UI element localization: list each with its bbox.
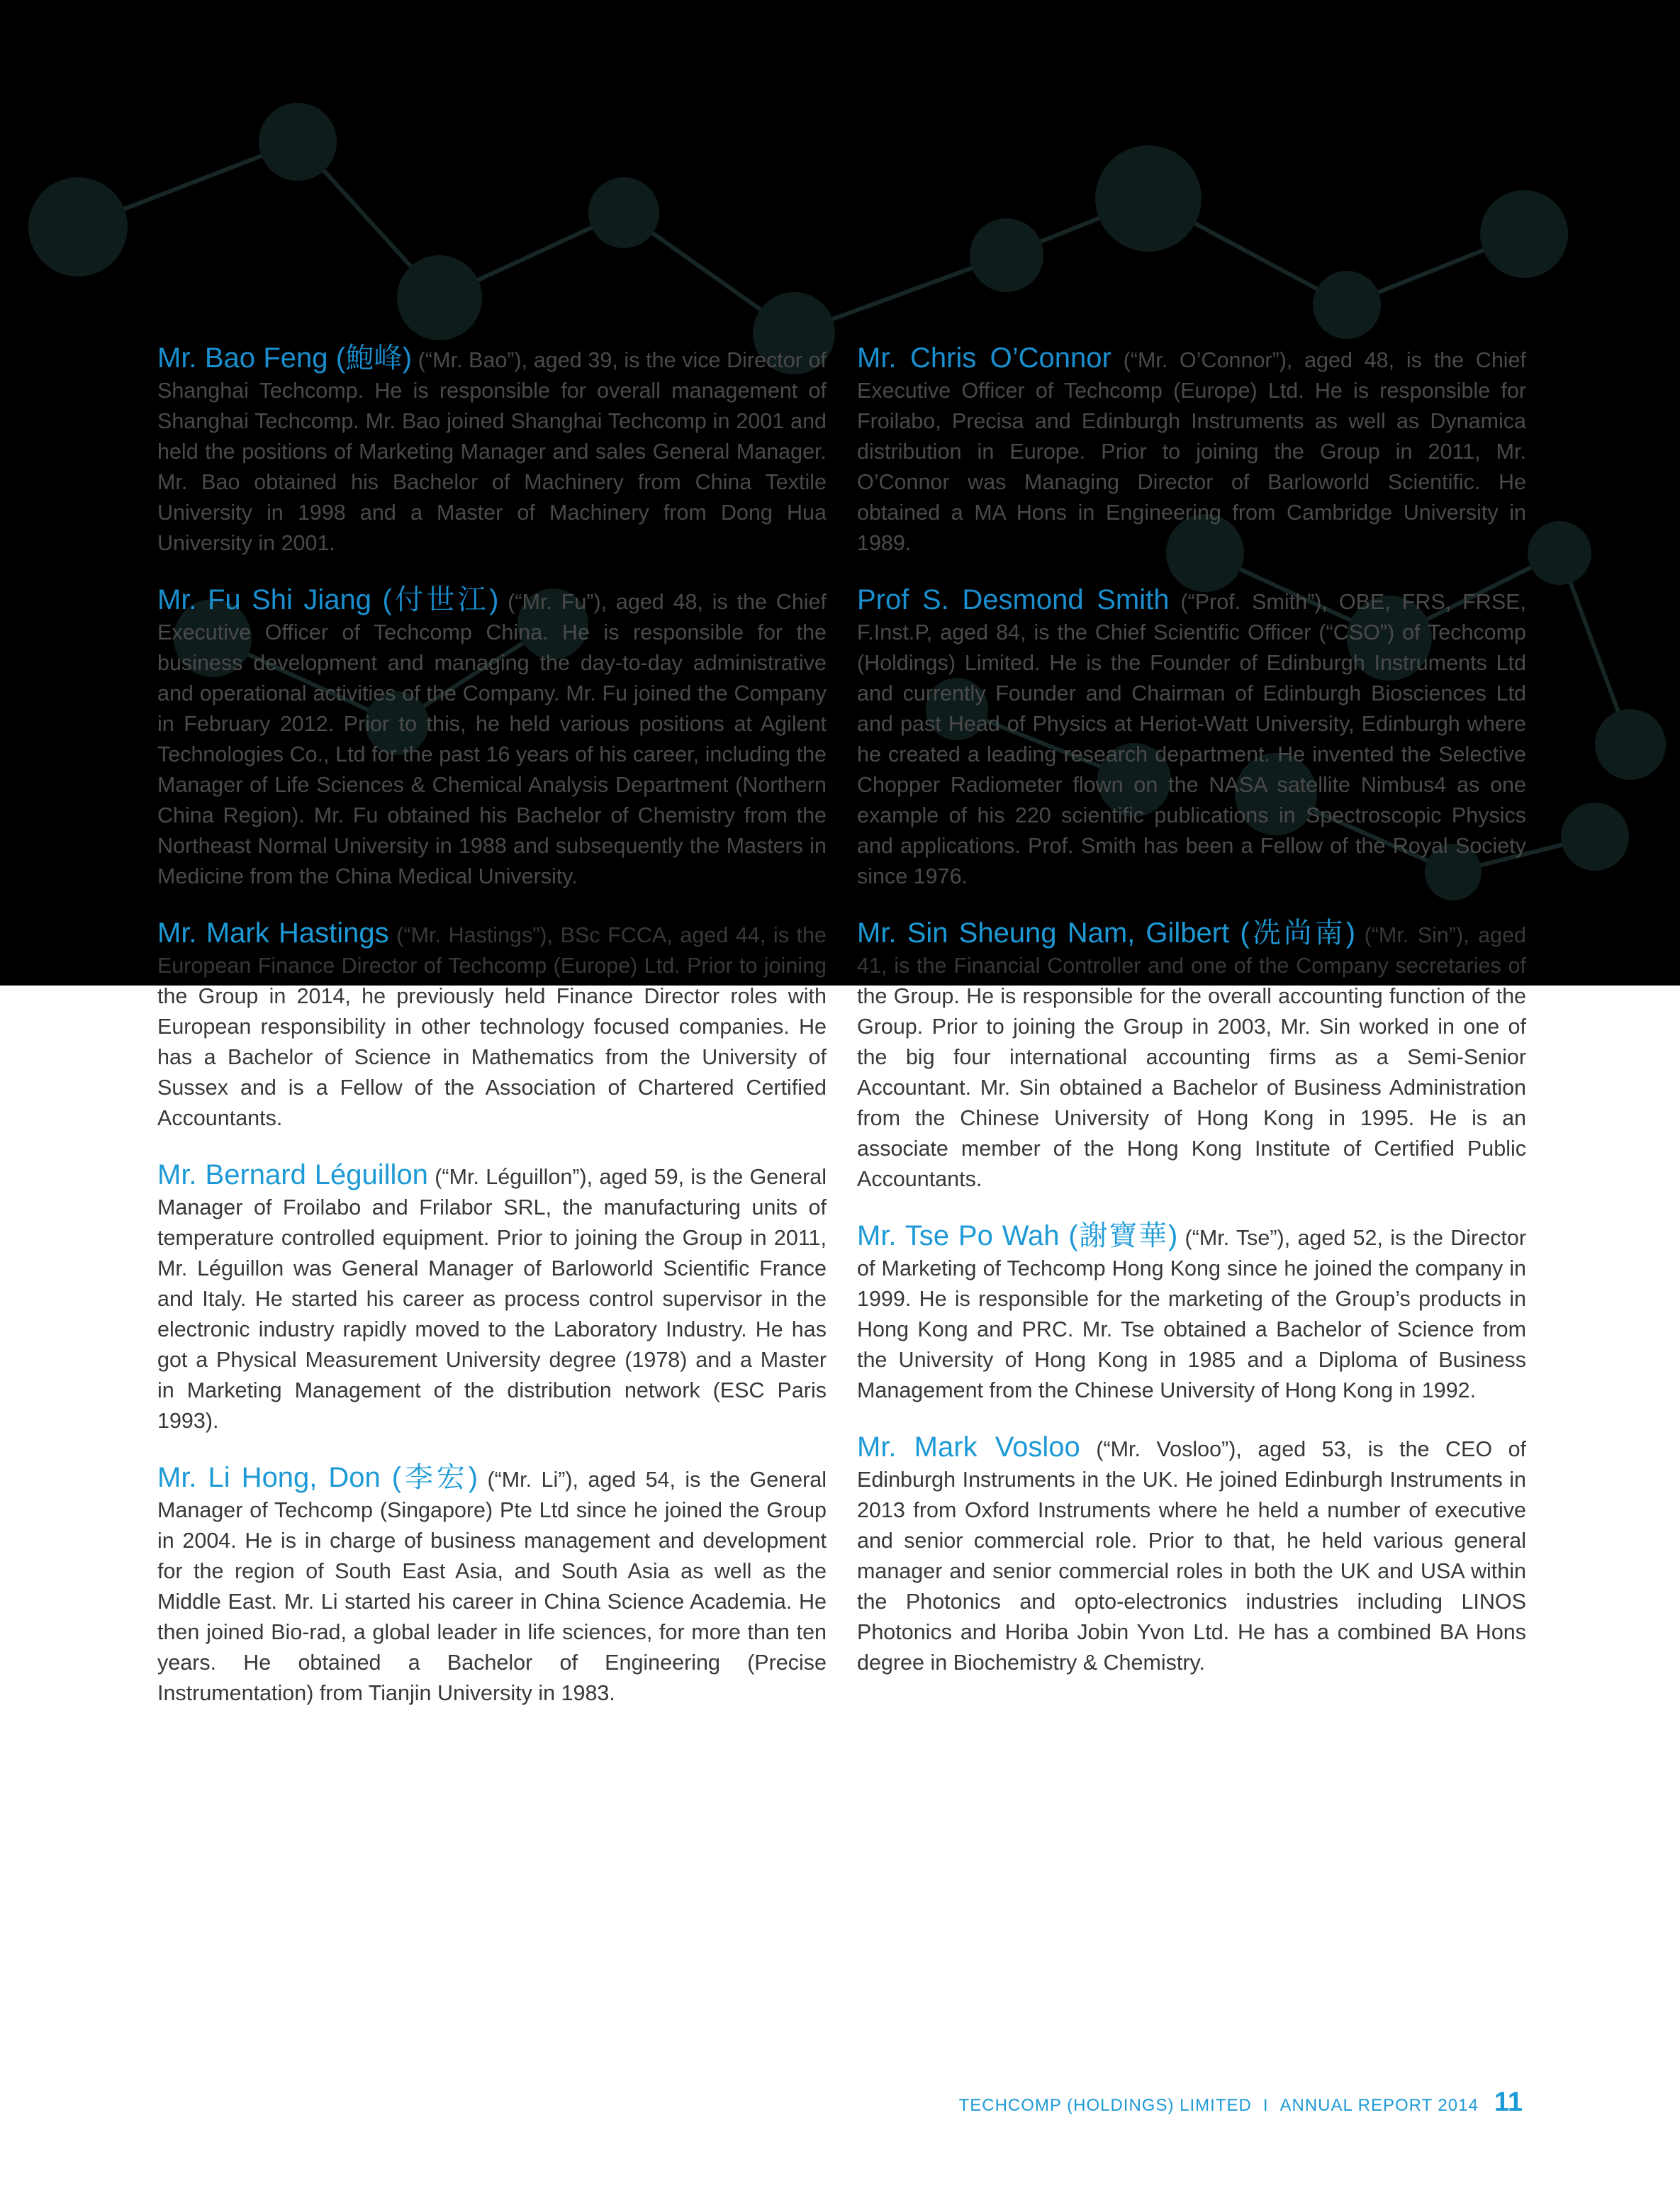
page-number: 11 — [1494, 2087, 1523, 2117]
bio-name: Mr. Bernard Léguillon — [157, 1159, 428, 1190]
left-column — [157, 343, 827, 1735]
bio-text: (“Mr. O’Connor”), aged 48, is the Chief Executive Officer of Techcomp (Europe) Ltd. He is responsible for Froilabo, Precisa and Edinburgh Instruments as well as Dynamica distribution in Europe. Prior to joining the Group in 2011, Mr. O’Connor was Managing Director of Barloworld Scientific. He obtained a MA Hons in Engineering from Cambridge University in 1989. — [857, 348, 1527, 555]
bio-text: (“Mr. Tse”), aged 52, is the Director of Marketing of Techcomp Hong Kong since he joined the company in 1999. He is responsible for the marketing of the Group’s products in Hong Kong and PRC. Mr. Tse obtained a Bachelor of Science from the University of Hong Kong in 1985 and a Diploma of Business Management from the Chinese University of Hong Kong in 1992. — [857, 1226, 1526, 1402]
bio-text: (“Mr. Hastings”), BSc FCCA, aged 44, is the European Finance Director of Techcomp (Europe) Ltd. Prior to joining the Group in 2014, he previously held Finance Director roles with European responsibility in other technology focused companies. He has a Bachelor of Science in Mathematics from the University of Sussex and is a Fellow of the Association of Chartered Certified Accountants. — [157, 923, 827, 1130]
bio-name: Mr. Chris O’Connor — [857, 342, 1111, 374]
footer-company: TECHCOMP (HOLDINGS) LIMITED — [958, 2096, 1252, 2115]
bio-tse-po-wah — [857, 1221, 1526, 1406]
bio-text: (“Mr. Vosloo”), aged 53, is the CEO of Edinburgh Instruments in the UK. He joined Edinburgh Instruments in 2013 from Oxford Instruments where he held a number of executive and senior commercial role. Prior to that, he held various general manager and senior commercial roles in both the UK and USA within the Photonics and opto-electronics industries including LINOS Photonics and Horiba Jobin Yvon Ltd. He has a combined BA Hons degree in Biochemistry & Chemistry. — [857, 1437, 1527, 1675]
bio-text: (“Mr. Li”), aged 54, is the General Manager of Techcomp (Singapore) Pte Ltd since he joined the Group in 2004. He is in charge of business management and development for the region of South East Asia, and South Asia as well as the Middle East. Mr. Li started his career in China Science Academia. He then joined Bio-rad, a global leader in life sciences, for more than ten years. He obtained a Bachelor of Engineering (Precise Instrumentation) from Tianjin University in 1983. — [157, 1468, 827, 1705]
bio-name: Mr. Bao Feng (鮑峰) — [157, 342, 413, 374]
bio-name: Mr. Fu Shi Jiang (付世江) — [157, 584, 499, 615]
bio-mark-hastings — [157, 918, 827, 1134]
bio-name: Prof S. Desmond Smith — [857, 584, 1170, 615]
bio-text: (“Mr. Sin”), aged 41, is the Financial Controller and one of the Company secretaries of the Group. He is responsible for the overall accounting function of the Group. Prior to joining the Group in 2003, Mr. Sin worked in one of the big four international accounting firms as a Semi-Senior Accountant. Mr. Sin obtained a Bachelor of Business Administration from the Chinese University of Hong Kong in 1995. He is an associate member of the Hong Kong Institute of Certified Public Accountants. — [857, 923, 1527, 1191]
bio-li-hong — [157, 1463, 827, 1709]
bio-fu-shi-jiang — [157, 585, 827, 892]
bio-bao-feng — [157, 343, 827, 559]
bio-name: Mr. Mark Vosloo — [857, 1431, 1080, 1463]
bio-name: Mr. Tse Po Wah (謝寶華) — [857, 1220, 1178, 1251]
bio-bernard-leguillon — [157, 1160, 827, 1436]
bio-text: (“Mr. Léguillon”), aged 59, is the General Manager of Froilabo and Frilabor SRL, the manufacturing units of temperature controlled equipment. Prior to joining the Group in 2011, Mr. Léguillon was General Manager of Barloworld Scientific France and Italy. He started his career as process control supervisor in the electronic industry rapidly moved to the Laboratory Industry. He has got a Physical Measurement University degree (1978) and a Master in Marketing Management of the distribution network (ESC Paris 1993). — [157, 1165, 827, 1433]
bio-text: (“Mr. Fu”), aged 48, is the Chief Executive Officer of Techcomp China. He is responsible for the business development and managing the day-to-day administrative and operational activities of the Company. Mr. Fu joined the Company in February 2012. Prior to this, he held various positions at Agilent Technologies Co., Ltd for the past 16 years of his career, including the Manager of Life Sciences & Chemical Analysis Department (Northern China Region). Mr. Fu obtained his Bachelor of Chemistry from the Northeast Normal University in 1988 and subsequently the Masters in Medicine from the China Medical University. — [157, 590, 827, 888]
page-footer — [959, 2087, 1523, 2118]
bio-text: (“Mr. Bao”), aged 39, is the vice Director of Shanghai Techcomp. He is responsible for overall management of Shanghai Techcomp. Mr. Bao joined Shanghai Techcomp in 2001 and held the positions of Marketing Manager and sales General Manager. Mr. Bao obtained his Bachelor of Machinery from China Textile University in 1998 and a Master of Machinery from Dong Hua University in 2001. — [157, 348, 827, 555]
bio-name: Mr. Li Hong, Don (李宏) — [157, 1462, 478, 1493]
bio-name: Mr. Mark Hastings — [157, 917, 389, 949]
bio-chris-oconnor — [857, 343, 1526, 559]
bio-text: (“Prof. Smith”), OBE, FRS, FRSE, F.Inst.P, aged 84, is the Chief Scientific Officer (“CSO”) of Techcomp (Holdings) Limited. He is the Founder of Edinburgh Instruments Ltd and currently Founder and Chairman of Edinburgh Biosciences Ltd and past Head of Physics at Heriot-Watt University, Edinburgh where he created a leading research department. He invented the Selective Chopper Radiometer flown on the NASA satellite Nimbus4 as one example of his 220 scientific publications in Spectroscopic Physics and applications. Prof. Smith has been a Fellow of the Royal Society since 1976. — [857, 590, 1526, 888]
bio-sin-sheung-nam — [857, 918, 1526, 1195]
right-column — [857, 343, 1526, 1704]
bio-mark-vosloo — [857, 1432, 1526, 1678]
bio-name: Mr. Sin Sheung Nam, Gilbert (冼尚南) — [857, 917, 1356, 949]
bio-desmond-smith — [857, 585, 1526, 892]
footer-report: ANNUAL REPORT 2014 — [1279, 2096, 1479, 2115]
footer-separator: I — [1262, 2096, 1269, 2115]
